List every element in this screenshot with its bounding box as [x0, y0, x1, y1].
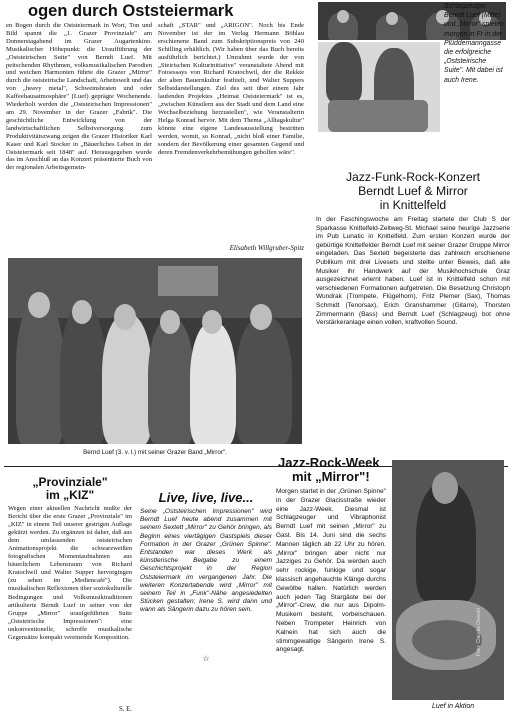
drummer-photo-caption: Luef in Aktion	[432, 703, 475, 710]
article-jazz-rock-week	[276, 456, 510, 718]
article-live-headline: Live, live, live...	[158, 490, 254, 505]
drummer-photo	[392, 460, 504, 700]
drummer-photo-credit: Foto: Claudia Oswald	[476, 608, 482, 656]
band-photo-small-lower	[318, 42, 440, 132]
star-icon: ☆	[202, 654, 210, 663]
article-jazz-rock-week-headline-2: mit „Mirror"!	[292, 469, 370, 484]
article-provinziale-headline-1: „Provinziale"	[32, 475, 108, 489]
article-knittelfeld-body: In der Faschingswoche am Freitag startete der Club S der Sparkasse Knittelfeld-Zeltweg-St. Michael seine heurige Jazzserie im Pub Lunatic in Knittelfeld. Zum ersten Konzert wurde der gebürtige Knittelfelder Berndt Luef mit seiner Grazer Gruppe Mirror eingeladen. Das Sextett begeisterte das zahlreich erschienene Publikum mit drei Livesets und stellte unter Beweis, daß alle Musiker ihr Handwerk auf der Musikhochschule Graz ausgezeichnet erlernt haben. Luef ist in Knittelfeld schon mit verschiedenen Formationen aufgetreten. Die Besetzung Christoph Wundrak (Trompete, Flügelhorn), Fritz Plemer (Sax), Thomas Schmidt (Tenorsax), Erich Granshammer (Gitarre), Thorsten Zimmermann (Bass) und Berndt Luef (Schlagzeug) bot ohne Verstärkeranlage einen vollen, kraftvollen Sound.	[316, 216, 510, 327]
article-knittelfeld-headline-3: in Knittelfeld	[379, 198, 447, 212]
article-oststeiermark-headline: ogen durch Oststeiermark	[28, 2, 234, 20]
article-provinziale-byline: S. E.	[118, 705, 132, 713]
article-knittelfeld	[316, 170, 510, 370]
article-oststeiermark-col1: en Bogen durch die Oststeiermark in Wort, Ton und Bild spannt die „1. Grazer Provinziale" am Donnerstagabend im Grazer Augartenkino. Musikalischer Höhepunkt: die Uraufführung der „Oststeirischen Suite" von Berndt Luef. Mit peitschenden Rhythmen, volksmusikalischen Parodien und weichen Harmonien führte die Grazer „Mirror" durch die oststeirische Landschaft, Arbeitswelt und das von „heavy metal", Schweinsbraten und oder Kaffeehausatmosphäre" (Luef) geprägte Wochenende. Wiederholt werden die „Oststeirischen Impressionen" am 29. November in der Grazer „Fabrik". Die geschichtliche Entwicklung von der landwirtschaftlichen Selbstversorgung zum Produktivitätszwang zeigen die Grazer Historiker Karl Kaser und Karl Stocker in „Bäuerliches Leben in der Oststeiermark seit 1848" auf. Herausgegeben wurde das im Anschluß an das Konzert präsentierte Buch von der regionalen Arbeitsgemein-	[6, 22, 152, 172]
article-oststeiermark-byline: Elisabeth Willgruber-Spitz	[229, 244, 304, 252]
article-oststeiermark	[6, 0, 306, 258]
band-photo-main-caption: Bernd Luef (3. v. l.) mit seiner Grazer Band „Mirror".	[83, 449, 227, 456]
band-photo-main	[8, 258, 302, 444]
article-oststeiermark-col2: schaft „STAR" und „ARIGON". Noch bis Ende November ist der im Verlag Hermann Böhlau erschienene Band zum Subskriptionspreis von 240 Schilling erhältlich. (Wir haben über das Buch bereits ausführlich berichtet.) Umrahmt wurde der von „Steirischen Kulturinitiative" veranstaltete Abend mit Fotoessays von Richard Kratochwil, der die Rekkte der alten Bauernkultur festhielt, und Walter Suppers Selbstdarstellungen. Ziel des seit über einem Jahr laufenden Projektes „Heimat Oststeiermark" ist es, „zwischen Künstlern aus der Stadt und dem Land eine Wechselbeziehung herzustellen", wie Veranstalterin Helga Konrad hervor. Mit dem Thema „Alltagskultur" könnte eine eigene Landesausstellung bestritten werden, womit, so Konrad, „nicht bloß einer Familie, sondern der Bevölkerung einer gesamten Gegend und deren Fremdenverkehrbemühungen geholfen wäre".	[158, 22, 304, 156]
article-knittelfeld-headline-2: Berndt Luef & Mirror	[358, 184, 468, 198]
article-provinziale	[8, 476, 132, 716]
article-live	[140, 490, 272, 686]
article-jazz-rock-week-headline-1: Jazz-Rock-Week	[278, 455, 380, 470]
article-live-body: Seine „Oststeirischen Impressionen" wird Berndt Luef heute abend zusammen mit seinem Sextett „Mirror" zu Gehör bringen, als Beginn eines viertägigen Gastspiels dieser Formation in der Grazer „Grünen Spinne". Entstanden war dieses Werk als künstlerische Beigabe zu einem Geschichtsprojekt in der Region Oststeiermark im vergangenen Jahr. Die weiteren Konzertabende wird „Mirror" mit seinem Teil in „Funk"-Nähe angesiedelten Stücken gestalten; Irene S. wird dann und wann als Sängerin dazu zu hören sein.	[140, 508, 272, 614]
article-provinziale-headline-2: im „KIZ"	[45, 487, 95, 502]
article-jazz-rock-week-body: Morgen startet in der „Grünen Spinne" in der Grazer Glacisstraße wieder eine Jazz-Week. Diesmal ist Schlagzeuger und Vibraphonist Berndt Luef mit seinen „Mirror" zu Gast. Bis 14. Juni sind die sechs Mannen täglich ab 22 Uhr zu hören. „Mirror" bringen aber nicht nur Jazziges zu Gehör. Da werden auch sehr rockige, funkige und sogar klassisch angehauchte Klänge durchs Gewölbe hallen. Natürlich werden auch jeden Tag Stargäste bei der „Mirror"-Crew, die nur aus Dipolm-Musikern besteht, vorbeischauen. Neben Trompeter Heinrich von Kalnein hat sich auch die stimmgewaltige Sängerin Irene S. angesagt.	[276, 488, 386, 654]
article-provinziale-body: Wegen einer aktuellen Nachricht mußte der Bericht über die erste Grazer „Provinziale" im „KIZ" in einem Teil unserer gestrigen Auflage gekürzt werden. Zu ergänzen ist daher, daß aus dem umfassenden oststeirischen Animationsprojekt die schwarzweißen fotografischen Momentaufnahmen aus bäuerlichem Lebensraum von Richard Kratochwil und Walter Supper hervorgingen (zu sehen im „Mediencafé"). Die musikalischen Reflexionen über soziokulturelle Bedingungen und Volksmusiktraditionen artikulierte Berndt Luef in seiner von der Gruppe „Mirror" uraufgeführten Suite „Oststeirische Impressionen": eine unkonventionelle, schroffe musikalische Gegensätze kompakt vereinende Komposition.	[8, 504, 132, 641]
band-photo-small-caption: Schlagzeuger Berndt Luef (Mitte) und „Mirror" spielen morgen in Fr in der Plüddemanngasse die erfolgreiche „Oststeirische Suite". Mit dabei ist auch Irene.	[444, 3, 504, 84]
article-knittelfeld-headline-1: Jazz-Funk-Rock-Konzert	[345, 170, 481, 184]
